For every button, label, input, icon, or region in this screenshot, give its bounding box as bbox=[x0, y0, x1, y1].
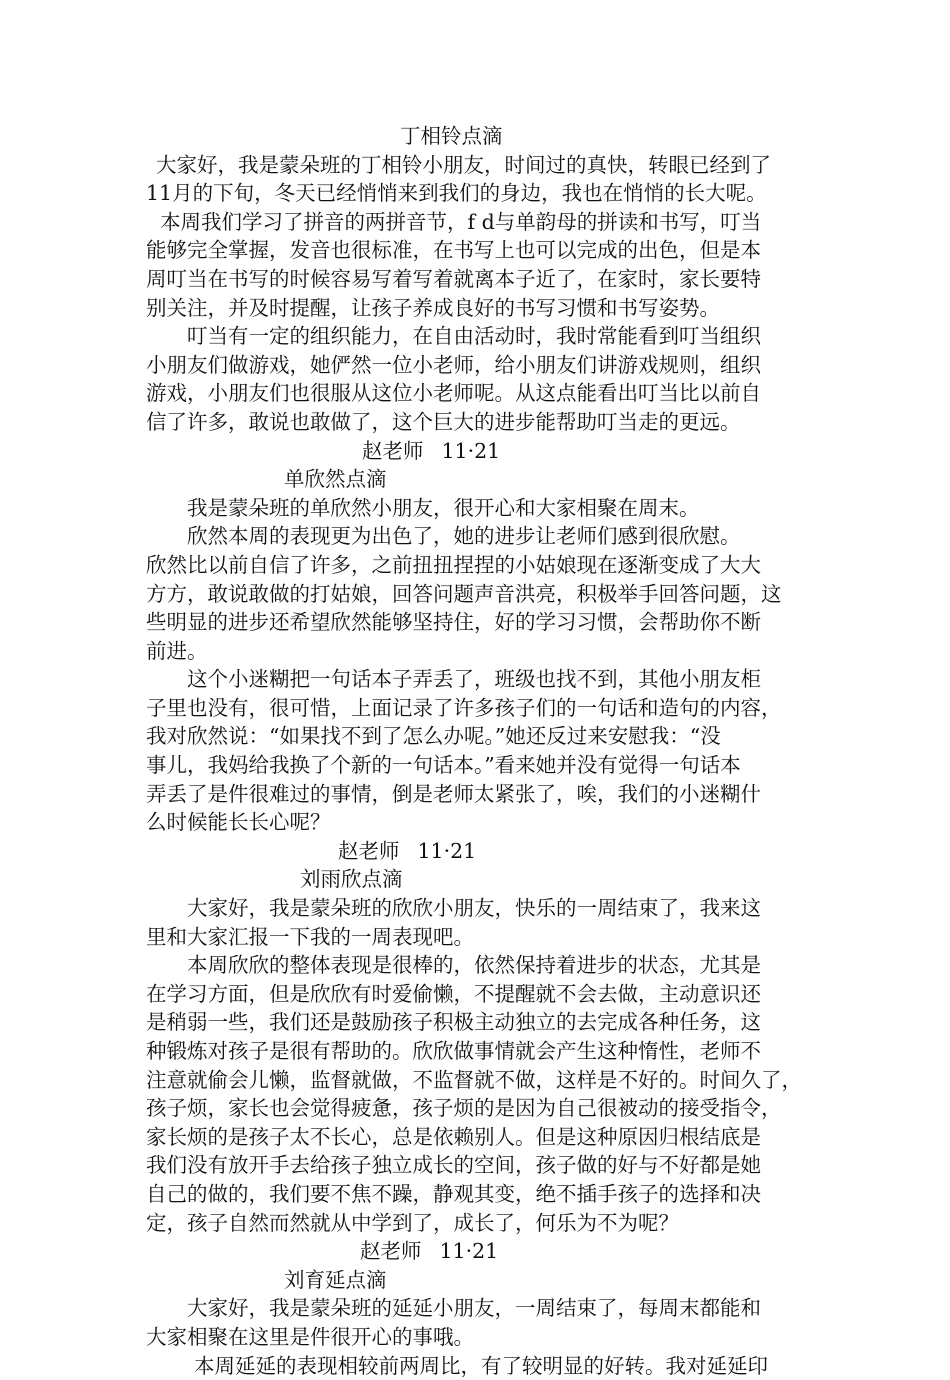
paragraph-line: 注意就偷会儿懒，监督就做，不监督就不做，这样是不好的。时间久了， bbox=[146, 1067, 802, 1092]
paragraph-line: 是稍弱一些，我们还是鼓励孩子积极主动独立的去完成各种任务，这 bbox=[146, 1010, 761, 1035]
paragraph-line: 本周欣欣的整体表现是很棒的，依然保持着进步的状态，尤其是 bbox=[187, 953, 761, 978]
paragraph-line: 种锻炼对孩子是很有帮助的。欣欣做事情就会产生这种惰性，老师不 bbox=[146, 1039, 761, 1063]
paragraph-line: 前进。 bbox=[146, 638, 208, 663]
signature-line bbox=[146, 437, 806, 466]
signature-line bbox=[146, 1237, 806, 1266]
signature-date: 11·21 bbox=[417, 838, 477, 863]
paragraph-line: 在学习方面，但是欣欣有时爱偷懒，不提醒就不会去做，主动意识还 bbox=[146, 981, 761, 1006]
paragraph-line: 方方，敢说敢做的打姑娘，回答问题声音洪亮，积极举手回答问题，这 bbox=[146, 581, 782, 606]
paragraph-line: 弄丢了是件很难过的事情，倒是老师太紧张了，唉，我们的小迷糊什 bbox=[146, 781, 761, 806]
paragraph-line: 欣然本周的表现更为出色了，她的进步让老师们感到很欣慰。 bbox=[187, 524, 741, 549]
paragraph-line: 11月的下旬，冬天已经悄悄来到我们的身边，我也在悄悄的长大呢。 bbox=[146, 181, 767, 206]
section-liu-yuyan bbox=[146, 1266, 806, 1380]
signature: 赵老师 bbox=[338, 838, 400, 863]
paragraph-line: 我对欣然说：“如果找不到了怎么办呢。”她还反过来安慰我：“没 bbox=[146, 724, 721, 749]
section-title: 刘育延点滴 bbox=[284, 1267, 387, 1292]
paragraph-line: 我们没有放开手去给孩子独立成长的空间，孩子做的好与不好都是她 bbox=[146, 1153, 761, 1178]
paragraph-line: 叮当有一定的组织能力，在自由活动时，我时常能看到叮当组织 bbox=[187, 324, 761, 349]
section-ding-xiangling bbox=[146, 122, 806, 465]
paragraph-line: 本周延延的表现相较前两周比，有了较明显的好转。我对延延印 bbox=[194, 1353, 768, 1378]
signature: 赵老师 bbox=[362, 438, 424, 463]
section-title: 刘雨欣点滴 bbox=[300, 867, 403, 892]
paragraph-line: 小朋友们做游戏，她俨然一位小老师，给小朋友们讲游戏规则，组织 bbox=[146, 352, 761, 377]
paragraph-line: 别关注，并及时提醒，让孩子养成良好的书写习惯和书写姿势。 bbox=[146, 295, 720, 320]
paragraph-line: 孩子烦，家长也会觉得疲惫，孩子烦的是因为自己很被动的接受指令， bbox=[146, 1096, 782, 1121]
paragraph-line: 这个小迷糊把一句话本子弄丢了，班级也找不到，其他小朋友柜 bbox=[187, 667, 761, 692]
paragraph-line: 大家好，我是蒙朵班的欣欣小朋友，快乐的一周结束了，我来这 bbox=[187, 896, 761, 921]
paragraph-line: 里和大家汇报一下我的一周表现吧。 bbox=[146, 924, 474, 949]
signature-line bbox=[146, 837, 806, 866]
signature: 赵老师 bbox=[360, 1239, 422, 1264]
paragraph-line: 自己的做的，我们要不焦不躁，静观其变，绝不插手孩子的选择和决 bbox=[146, 1181, 761, 1206]
paragraph-line: 大家相聚在这里是件很开心的事哦。 bbox=[146, 1324, 474, 1349]
paragraph-line: 我是蒙朵班的单欣然小朋友，很开心和大家相聚在周末。 bbox=[187, 495, 700, 520]
signature-date: 11·21 bbox=[439, 1239, 499, 1264]
section-liu-yuxin bbox=[146, 865, 806, 1265]
paragraph-line: 游戏，小朋友们也很服从这位小老师呢。从这点能看出叮当比以前自 bbox=[146, 381, 761, 406]
section-shan-xinran bbox=[146, 465, 806, 865]
paragraph-line: 本周我们学习了拼音的两拼音节，f d与单韵母的拼读和书写，叮当 bbox=[160, 209, 762, 234]
section-title: 丁相铃点滴 bbox=[400, 124, 503, 148]
paragraph-line: 大家好，我是蒙朵班的丁相铃小朋友，时间过的真快，转眼已经到了 bbox=[156, 152, 771, 177]
paragraph-line: 事儿，我妈给我换了个新的一句话本。”看来她并没有觉得一句话本 bbox=[146, 753, 741, 778]
paragraph-line: 能够完全掌握，发音也很标准，在书写上也可以完成的出色，但是本 bbox=[146, 238, 761, 263]
paragraph-line: 周叮当在书写的时候容易写着写着就离本子近了，在家时，家长要特 bbox=[146, 266, 761, 291]
paragraph-line: 大家好，我是蒙朵班的延延小朋友，一周结束了，每周末都能和 bbox=[187, 1296, 761, 1321]
paragraph-line: 欣然比以前自信了许多，之前扭扭捏捏的小姑娘现在逐渐变成了大大 bbox=[146, 552, 761, 577]
paragraph-line: 家长烦的是孩子太不长心，总是依赖别人。但是这种原因归根结底是 bbox=[146, 1124, 761, 1149]
paragraph-line: 定，孩子自然而然就从中学到了，成长了，何乐为不为呢？ bbox=[146, 1210, 679, 1235]
paragraph-line: 子里也没有，很可惜，上面记录了许多孩子们的一句话和造句的内容， bbox=[146, 695, 782, 720]
paragraph-line: 么时候能长长心呢？ bbox=[146, 810, 331, 835]
section-title: 单欣然点滴 bbox=[284, 467, 387, 492]
document-body bbox=[146, 122, 806, 1380]
paragraph-line: 信了许多，敢说也敢做了，这个巨大的进步能帮助叮当走的更远。 bbox=[146, 409, 741, 434]
paragraph-line: 些明显的进步还希望欣然能够坚持住，好的学习习惯，会帮助你不断 bbox=[146, 610, 761, 635]
signature-date: 11·21 bbox=[441, 438, 501, 463]
